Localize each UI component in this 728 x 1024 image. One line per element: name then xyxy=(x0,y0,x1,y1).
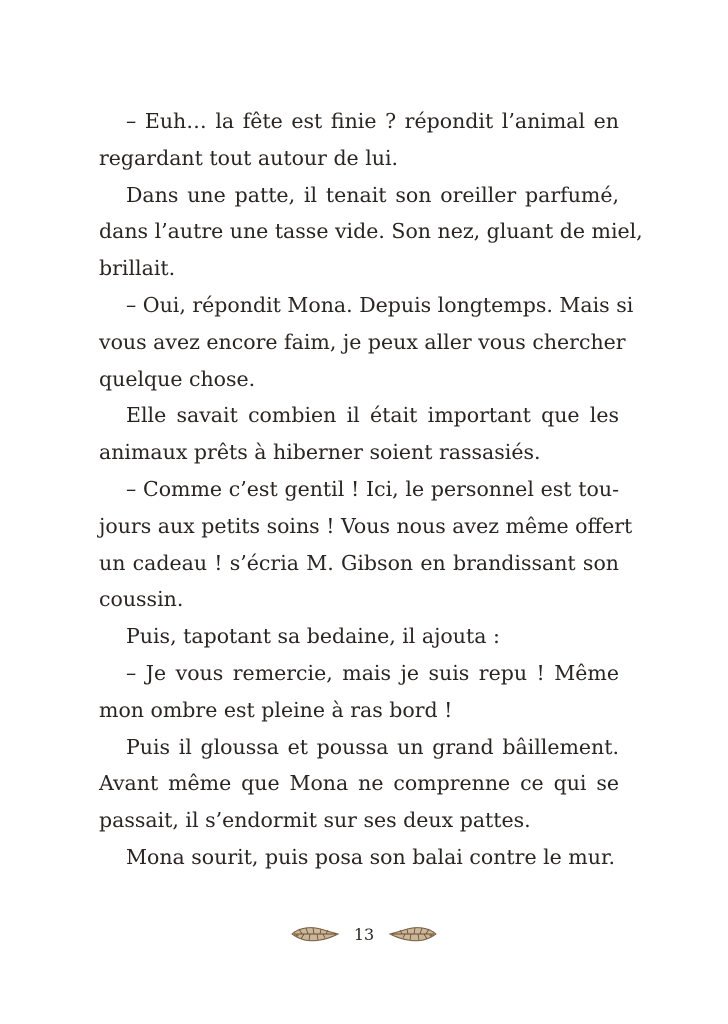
page-footer xyxy=(0,918,728,950)
text-line: dans l’autre une tasse vide. Son nez, gluant de miel, xyxy=(99,219,643,244)
text-line: Puis il gloussa et poussa un grand bâillement. xyxy=(126,734,619,759)
text-line: regardant tout autour de lui. xyxy=(99,145,399,170)
text-line: Puis, tapotant sa bedaine, il ajouta : xyxy=(126,624,500,649)
paragraph xyxy=(99,177,643,287)
text-line: coussin. xyxy=(99,587,184,612)
text-line: jours aux petits soins ! Vous nous avez même offert xyxy=(99,513,633,538)
text-line: – Oui, répondit Mona. Depuis longtemps. Mais si xyxy=(126,292,634,317)
paragraph xyxy=(99,287,634,397)
body-text xyxy=(99,103,643,876)
text-line: passait, il s’endormit sur ses deux pattes. xyxy=(99,808,531,833)
paragraph xyxy=(99,471,633,618)
leaf-ornament-icon xyxy=(388,923,438,945)
text-line: Elle savait combien il était important que les xyxy=(126,403,619,428)
leaf-ornament-icon xyxy=(290,923,340,945)
paragraph xyxy=(99,397,619,471)
paragraph xyxy=(99,729,619,839)
text-line: Avant même que Mona ne comprenne ce qui se xyxy=(99,771,619,796)
text-line: – Euh… la fête est finie ? répondit l’animal en xyxy=(126,109,619,133)
text-line: animaux prêts à hiberner soient rassasiés. xyxy=(99,440,541,465)
text-line: – Comme c’est gentil ! Ici, le personnel est tou- xyxy=(126,476,619,501)
text-line: – Je vous remercie, mais je suis repu ! Même xyxy=(126,660,619,685)
text-line: quelque chose. xyxy=(99,366,256,391)
text-line: mon ombre est pleine à ras bord ! xyxy=(99,697,453,722)
text-line: Dans une patte, il tenait son oreiller parfumé, xyxy=(126,182,619,207)
paragraph xyxy=(99,655,619,729)
text-line: brillait. xyxy=(99,256,176,281)
page-number: 13 xyxy=(353,924,375,944)
paragraph xyxy=(99,618,619,655)
paragraph xyxy=(99,839,619,876)
text-line: vous avez encore faim, je peux aller vous chercher xyxy=(99,329,626,354)
text-line: Mona sourit, puis posa son balai contre le mur. xyxy=(126,844,616,869)
text-line: un cadeau ! s’écria M. Gibson en brandissant son xyxy=(99,550,619,575)
paragraph xyxy=(99,103,619,177)
